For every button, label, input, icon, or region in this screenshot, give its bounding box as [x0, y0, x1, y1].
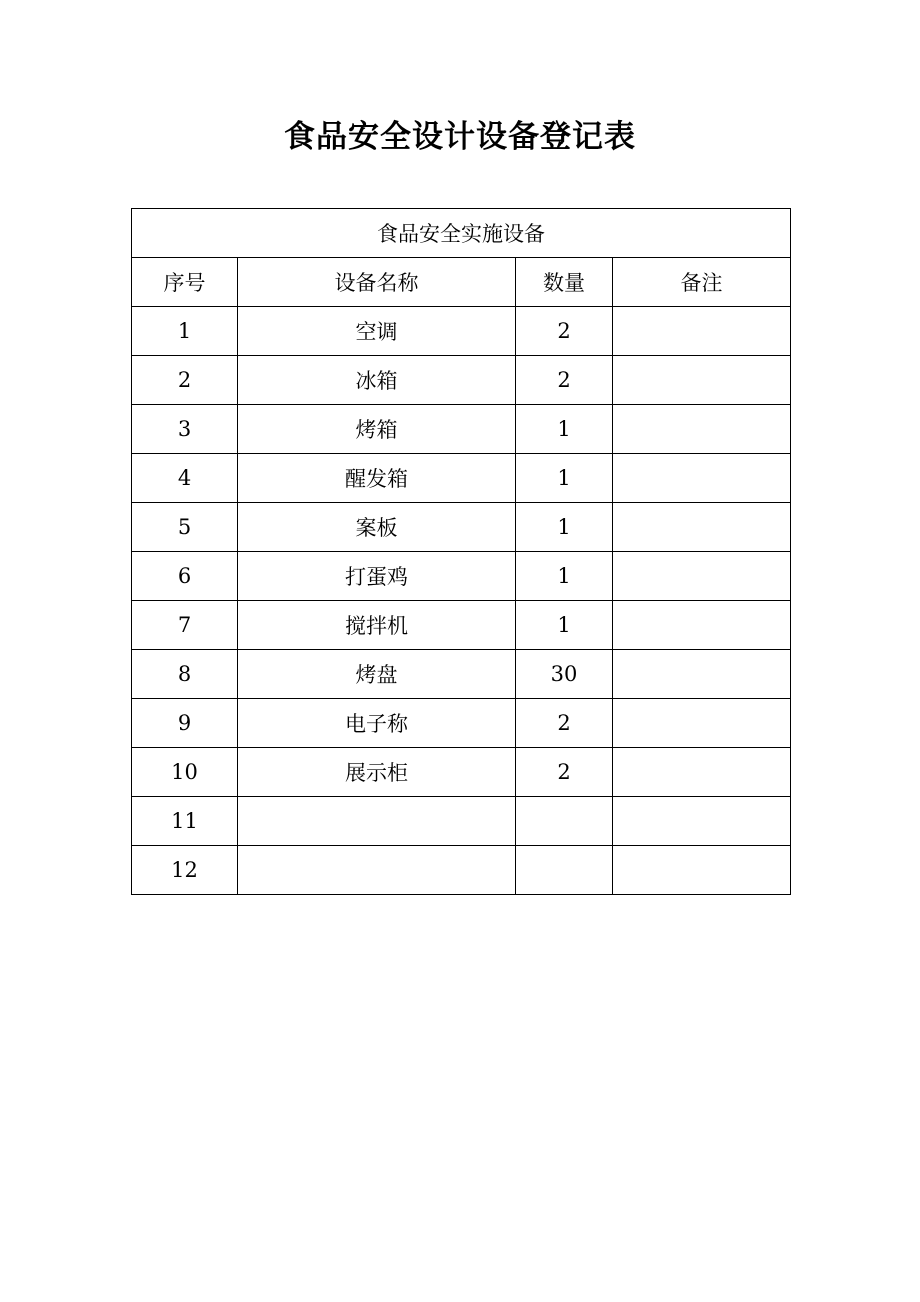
cell-qty: 1	[516, 601, 613, 650]
cell-no: 2	[132, 356, 238, 405]
cell-note	[613, 699, 791, 748]
cell-note	[613, 552, 791, 601]
cell-name: 醒发箱	[238, 454, 516, 503]
cell-qty	[516, 797, 613, 846]
table-row	[132, 356, 791, 405]
cell-qty: 2	[516, 356, 613, 405]
cell-no: 8	[132, 650, 238, 699]
cell-no: 7	[132, 601, 238, 650]
cell-note	[613, 650, 791, 699]
column-header-note: 备注	[613, 258, 791, 307]
cell-qty: 2	[516, 699, 613, 748]
table-row	[132, 601, 791, 650]
section-header: 食品安全实施设备	[132, 209, 791, 258]
cell-note	[613, 748, 791, 797]
cell-no: 11	[132, 797, 238, 846]
cell-note	[613, 601, 791, 650]
column-header-name: 设备名称	[238, 258, 516, 307]
table-row	[132, 454, 791, 503]
cell-no: 10	[132, 748, 238, 797]
cell-qty	[516, 846, 613, 895]
column-header-row	[132, 258, 791, 307]
cell-name: 烤盘	[238, 650, 516, 699]
table-row	[132, 797, 791, 846]
table-row	[132, 503, 791, 552]
cell-no: 5	[132, 503, 238, 552]
cell-qty: 2	[516, 748, 613, 797]
cell-name: 展示柜	[238, 748, 516, 797]
column-header-no: 序号	[132, 258, 238, 307]
cell-name: 案板	[238, 503, 516, 552]
cell-qty: 30	[516, 650, 613, 699]
cell-note	[613, 503, 791, 552]
cell-name	[238, 797, 516, 846]
cell-no: 4	[132, 454, 238, 503]
cell-note	[613, 356, 791, 405]
table-row	[132, 405, 791, 454]
table-row	[132, 650, 791, 699]
cell-note	[613, 307, 791, 356]
cell-qty: 1	[516, 454, 613, 503]
cell-qty: 1	[516, 503, 613, 552]
cell-name: 烤箱	[238, 405, 516, 454]
cell-note	[613, 797, 791, 846]
cell-note	[613, 846, 791, 895]
cell-name: 电子称	[238, 699, 516, 748]
table-row	[132, 307, 791, 356]
cell-no: 6	[132, 552, 238, 601]
cell-name: 空调	[238, 307, 516, 356]
table-row	[132, 846, 791, 895]
cell-name: 冰箱	[238, 356, 516, 405]
cell-no: 12	[132, 846, 238, 895]
column-header-qty: 数量	[516, 258, 613, 307]
cell-note	[613, 405, 791, 454]
cell-name: 打蛋鸡	[238, 552, 516, 601]
table-row	[132, 699, 791, 748]
cell-name: 搅拌机	[238, 601, 516, 650]
table-row	[132, 552, 791, 601]
cell-qty: 1	[516, 405, 613, 454]
cell-no: 3	[132, 405, 238, 454]
cell-no: 9	[132, 699, 238, 748]
cell-no: 1	[132, 307, 238, 356]
cell-qty: 1	[516, 552, 613, 601]
table-row	[132, 748, 791, 797]
cell-note	[613, 454, 791, 503]
page-title: 食品安全设计设备登记表	[284, 119, 636, 155]
cell-qty: 2	[516, 307, 613, 356]
cell-name	[238, 846, 516, 895]
section-header-row	[132, 209, 791, 258]
equipment-register-table	[131, 208, 791, 895]
